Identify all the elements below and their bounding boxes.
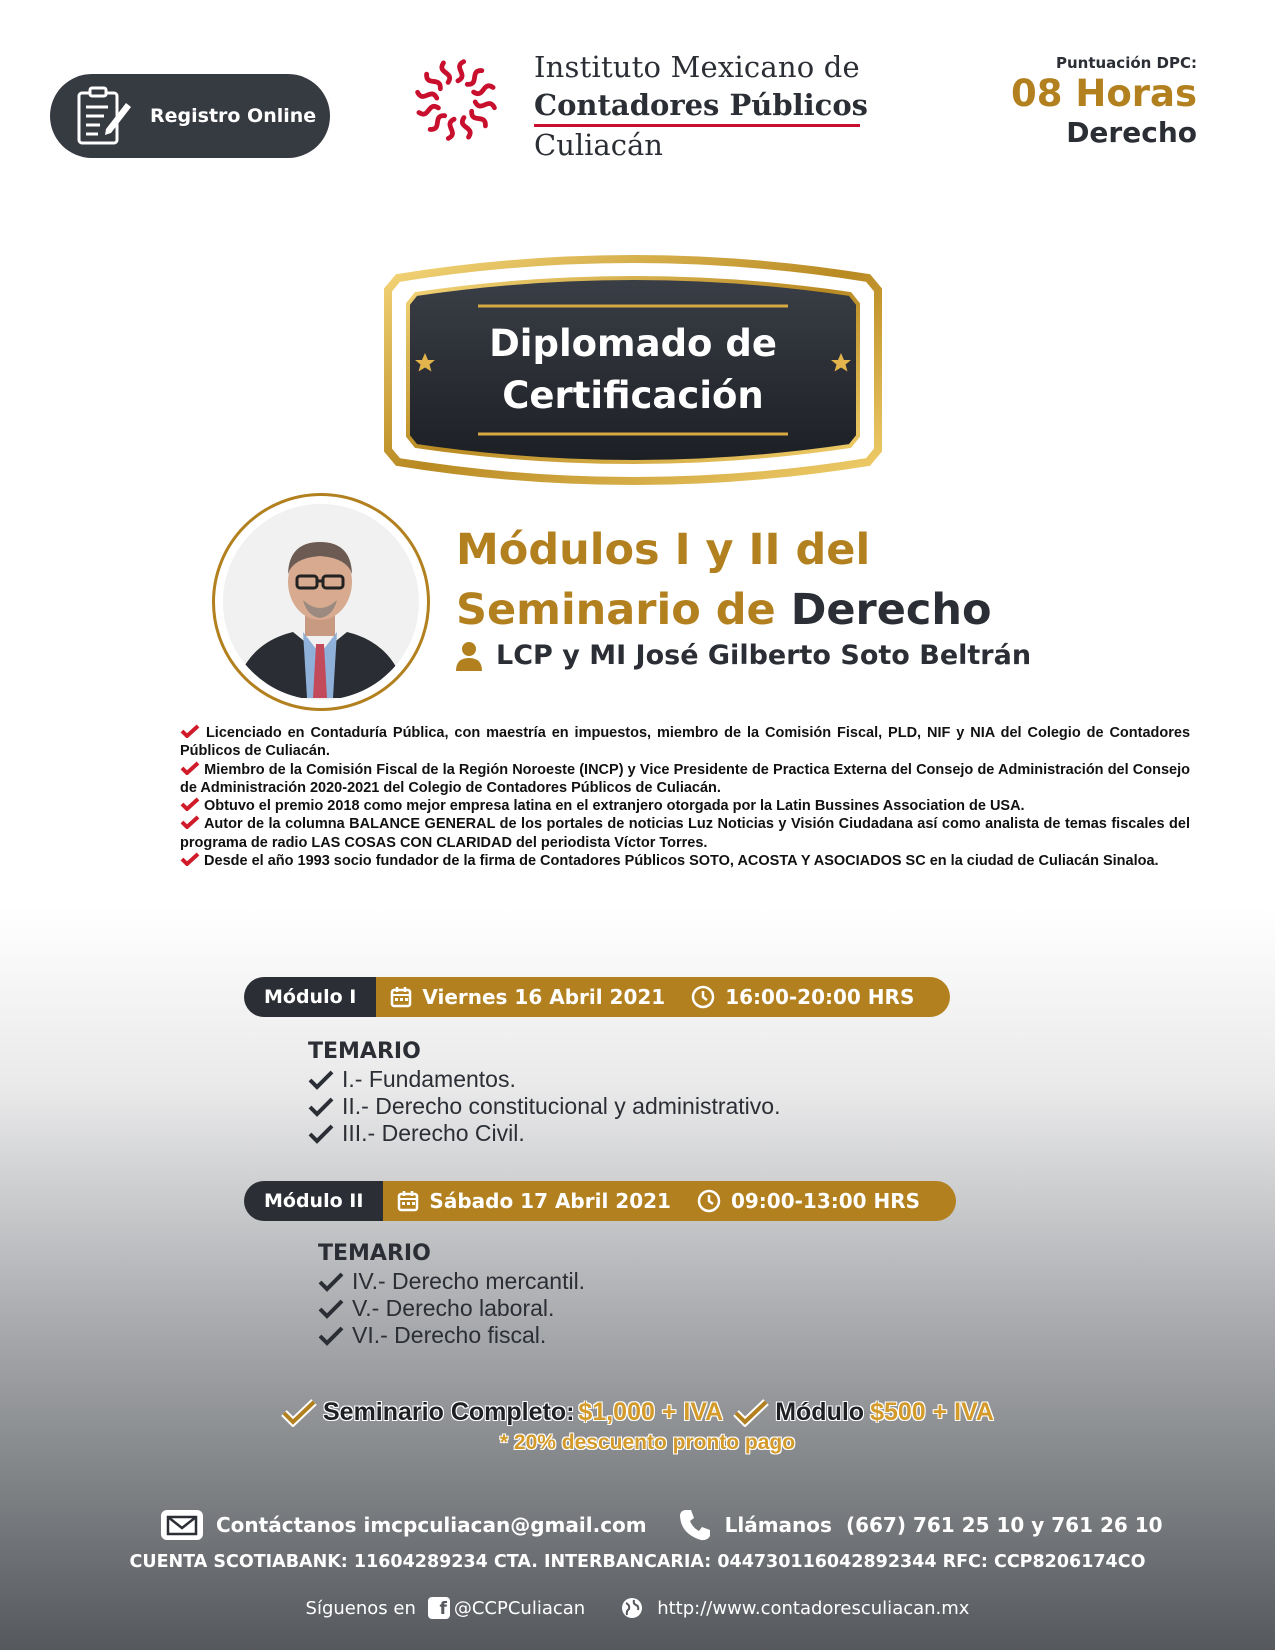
course-title xyxy=(456,520,992,640)
speaker-name: LCP y MI José Gilberto Soto Beltrán xyxy=(496,640,1032,671)
person-icon xyxy=(456,641,482,671)
speaker-name-row xyxy=(456,640,1031,671)
speaker-portrait-image xyxy=(223,504,417,698)
temario-title: TEMARIO xyxy=(318,1241,431,1266)
institute-name xyxy=(534,50,868,122)
speaker-bio xyxy=(180,724,1190,870)
check-icon xyxy=(318,1272,344,1292)
dpc-score xyxy=(1011,54,1197,149)
institute-name-line2: Contadores Públicos xyxy=(534,88,868,122)
module-2-label: Módulo II xyxy=(244,1181,383,1221)
bio-item: Miembro de la Comisión Fiscal de la Región Noroeste (INCP) y Vice Presidente de Practica Externa del Consejo de Administración del Consejo de Administración 2020-2021 del Colegio de Contadores Públicos de Culiacán. xyxy=(180,761,1191,796)
check-icon xyxy=(180,761,200,775)
clock-icon xyxy=(691,985,715,1009)
calendar-icon xyxy=(390,986,412,1008)
register-online-button[interactable] xyxy=(50,74,330,158)
phone-numbers[interactable]: (667) 761 25 10 y 761 26 10 xyxy=(845,1513,1163,1537)
module-1-label: Módulo I xyxy=(244,977,376,1017)
course-title-line2: Seminario de xyxy=(456,585,776,635)
bio-item: Licenciado en Contaduría Pública, con maestría en impuestos, miembro de la Comisión Fiscal, PLD, NIF y NIA del Colegio de Contadores Públicos de Culiacán. xyxy=(180,725,1191,760)
phone-label: Llámanos xyxy=(724,1513,832,1537)
module-1-info xyxy=(376,977,950,1017)
temario-title: TEMARIO xyxy=(308,1039,421,1064)
module-1-temario xyxy=(308,1038,780,1147)
institute-city: Culiacán xyxy=(534,128,663,162)
topic-item: VI.- Derecho fiscal. xyxy=(318,1322,585,1349)
topic-item: V.- Derecho laboral. xyxy=(318,1295,585,1322)
dpc-label: Puntuación DPC: xyxy=(1055,54,1197,72)
module-1-date: Viernes 16 Abril 2021 xyxy=(422,985,666,1009)
globe-icon xyxy=(621,1597,643,1619)
facebook-icon: f xyxy=(428,1597,450,1619)
institute-divider xyxy=(534,124,860,127)
clock-icon xyxy=(697,1189,721,1213)
topic-item: I.- Fundamentos. xyxy=(308,1066,780,1093)
contact-email[interactable]: Contáctanos imcpculiacan@gmail.com xyxy=(216,1513,647,1537)
course-title-line1: Módulos I y II del xyxy=(456,525,871,575)
bio-item: Desde el año 1993 socio fundador de la firma de Contadores Públicos SOTO, ACOSTA Y ASOCIADOS SC en la ciudad de Culiacán Sinaloa. xyxy=(180,852,1190,870)
module-price: $500 + IVA xyxy=(870,1398,994,1426)
topic-item: IV.- Derecho mercantil. xyxy=(318,1268,585,1295)
envelope-icon xyxy=(160,1509,204,1541)
module-price-label: Módulo xyxy=(775,1398,865,1426)
check-icon xyxy=(733,1399,769,1427)
bio-item: Obtuvo el premio 2018 como mejor empresa latina en el extranjero otorgada por la Latin Bussines Association de USA. xyxy=(180,797,1190,815)
check-icon xyxy=(308,1097,334,1117)
check-icon xyxy=(318,1326,344,1346)
module-2-info xyxy=(383,1181,956,1221)
calendar-icon xyxy=(397,1190,419,1212)
badge-title-line1: Diplomado de xyxy=(489,322,777,365)
bank-info: CUENTA SCOTIABANK: 11604289234 CTA. INTERBANCARIA: 044730116042892344 RFC: CCP8206174CO xyxy=(129,1552,1146,1572)
institute-logo-icon xyxy=(408,52,504,148)
module-2-date: Sábado 17 Abril 2021 xyxy=(429,1189,671,1213)
check-icon xyxy=(308,1124,334,1144)
contact-row xyxy=(160,1507,1163,1543)
dpc-hours: 08 Horas xyxy=(1011,72,1197,115)
pricing xyxy=(0,1398,1275,1455)
check-icon xyxy=(180,797,200,811)
topic-item: III.- Derecho Civil. xyxy=(308,1120,780,1147)
full-seminar-price: $1,000 + IVA xyxy=(578,1398,724,1426)
dpc-area: Derecho xyxy=(1066,116,1197,149)
module-2-temario xyxy=(318,1240,585,1349)
follow-label: Síguenos en xyxy=(305,1597,416,1619)
badge-title-line2: Certificación xyxy=(502,374,764,417)
module-2-schedule xyxy=(244,1181,956,1221)
check-icon xyxy=(308,1070,334,1090)
bio-item: Autor de la columna BALANCE GENERAL de los portales de noticias Luz Noticias y Visión Ciudadana así como analista de temas fiscales del programa de radio LAS COSAS CON CLARIDAD del periodista Víctor Torres. xyxy=(180,816,1190,851)
facebook-handle[interactable]: @CCPCuliacan xyxy=(453,1597,586,1619)
institute-name-line1: Instituto Mexicano de xyxy=(534,50,860,84)
check-icon xyxy=(180,724,200,738)
topic-item: II.- Derecho constitucional y administrativo. xyxy=(308,1093,780,1120)
register-online-label: Registro Online xyxy=(150,105,317,127)
speaker-photo xyxy=(212,493,430,711)
course-title-subject: Derecho xyxy=(790,585,992,635)
module-2-time: 09:00-13:00 HRS xyxy=(730,1189,921,1213)
check-icon xyxy=(180,852,200,866)
full-seminar-label: Seminario Completo: xyxy=(323,1398,575,1426)
website-link[interactable]: http://www.contadoresculiacan.mx xyxy=(657,1597,970,1619)
check-icon xyxy=(180,815,200,829)
social-row xyxy=(0,1597,1275,1619)
badge-title xyxy=(358,318,908,422)
document-pencil-icon xyxy=(76,85,132,147)
phone-icon xyxy=(677,1507,713,1543)
check-icon xyxy=(318,1299,344,1319)
check-icon xyxy=(281,1399,317,1427)
module-1-time: 16:00-20:00 HRS xyxy=(725,985,915,1009)
module-1-schedule xyxy=(244,977,950,1017)
discount-note: * 20% descuento pronto pago xyxy=(499,1431,796,1454)
